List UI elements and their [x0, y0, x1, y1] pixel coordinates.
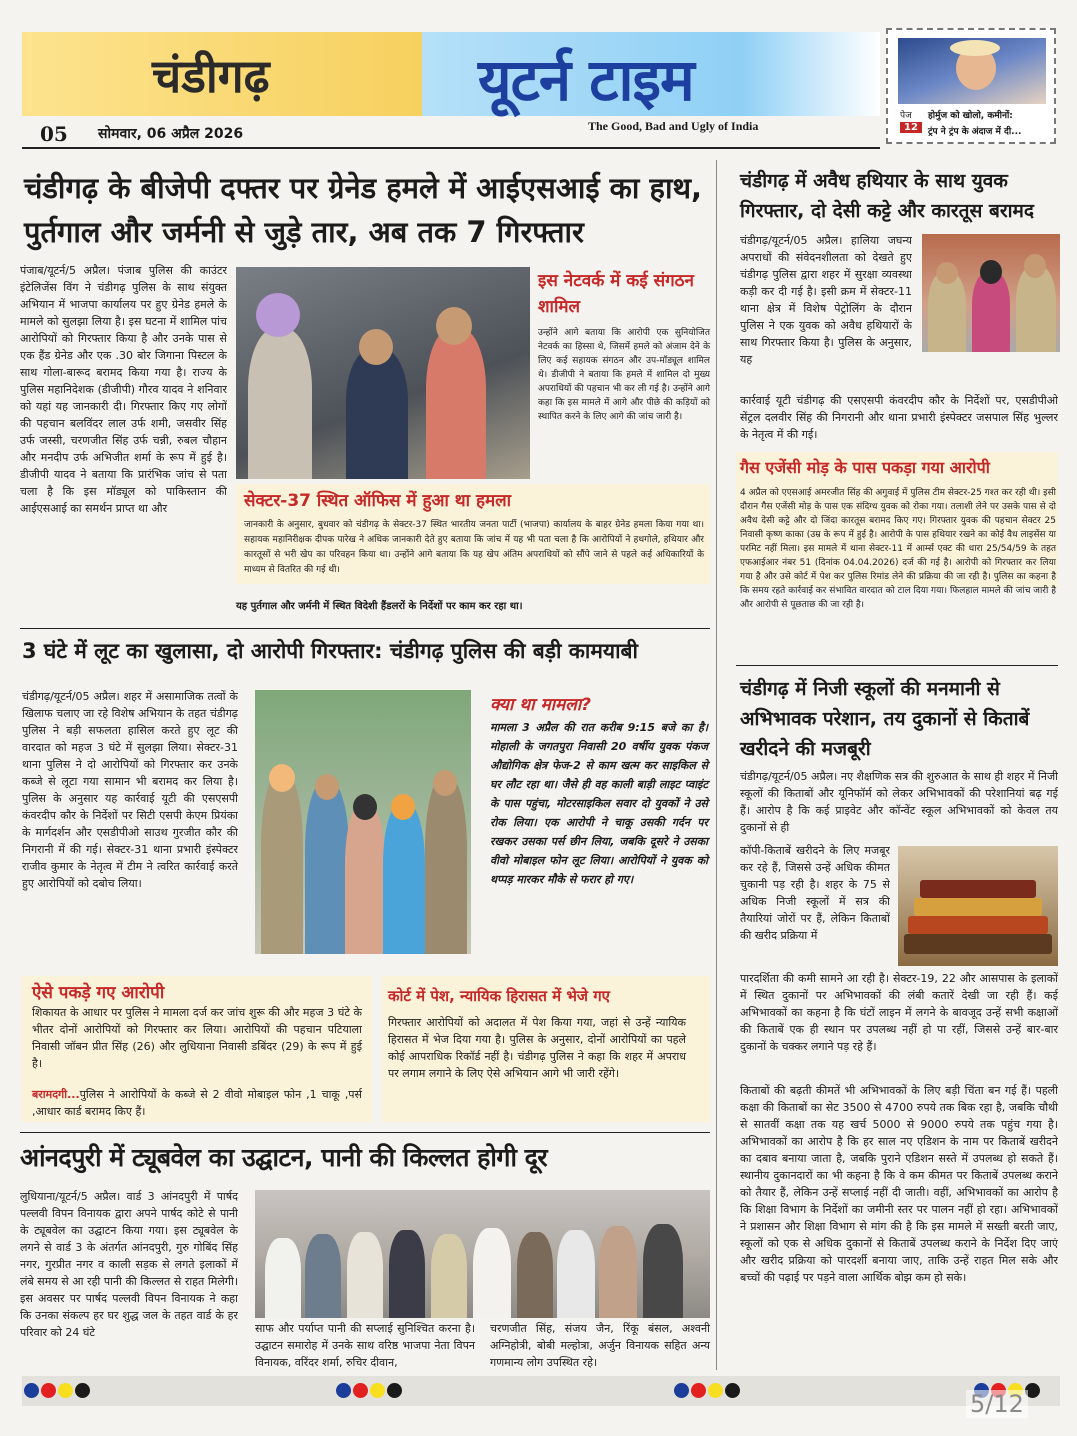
s2-box2-head: कोर्ट में पेश, न्यायिक हिरासत में भेजे गए — [388, 987, 610, 1005]
r2-body-top: चंडीगढ़/यूटर्न/05 अप्रैल। नए शैक्षणिक सत्र की शुरुआत के साथ ही शहर में निजी स्कूलों की किताबों और यूनिफॉर्म को लेकर अभिभावकों की परेशानियां बढ़ गई हैं। आरोप है कि कई प्राइवेट और कॉन्वेंट स्कूल अभिभावकों को केवल तय दुकानों से ही — [740, 770, 1058, 834]
r2-headline: चंडीगढ़ में निजी स्कूलों की मनमानी से अभिभावक परेशान, तय दुकानों से किताबें खरीदने की मजबूरी — [740, 678, 1030, 760]
s1-box-head: सेक्टर-37 स्थित ऑफिस में हुआ था हमला — [244, 491, 512, 511]
footer-bar — [22, 1376, 1060, 1406]
s1-headline: चंडीगढ़ के बीजेपी दफ्तर पर ग्रेनेड हमले में आईएसआई का हाथ, पुर्तगाल और जर्मनी से जुड़े तार, अब तक 7 गिरफ्तार — [24, 171, 703, 249]
registration-dots-3 — [674, 1383, 742, 1402]
teaser-page: 12 — [900, 122, 922, 133]
s2-headline: 3 घंटे में लूट का खुलासा, दो आरोपी गिरफ्तार: चंडीगढ़ पुलिस की बड़ी कामयाबी — [22, 639, 638, 663]
r2-body-left: कॉपी-किताबें खरीदने के लिए मजबूर कर रहे हैं, जिससे उन्हें अधिक कीमत चुकानी पड़ रही है। शहर के 75 से अधिक निजी स्कूलों में सत्र की तैयारियां जोरों पर हैं, लेकिन किताबों की खरीद प्रक्रिया में — [740, 844, 890, 942]
r1-sub-body: 4 अप्रैल को एएसआई अमरजीत सिंह की अगुवाई में पुलिस टीम सेक्टर-25 गश्त कर रही थी। इसी दौरान गैस एजेंसी मोड़ के पास एक संदिग्ध युवक को रोका गया। तलाशी लेने पर उसके पास से दो अवैध देसी कट्टे और दो जिंदा कारतूस बरामद किए गए। गिरफ्तार युवक की पहचान सेक्टर 25 निवासी कृष्ण काका (उम्र के रूप में हुई है। आरोपी के पास हथियार रखने का कोई वैध लाइसेंस या परमिट नहीं मिला। इस मामले में थाना सेक्टर-11 में आर्म्स एक्ट की धारा 25/54/59 के तहत एफआईआर नंबर 51 (दिनांक 04.04.2026) दर्ज की गई है। आरोपी को गिरफ्तार कर लिया गया है और उसे कोर्ट में पेश कर पुलिस रिमांड लेने की प्रक्रिया की जा रही है। पुलिस का कहना है कि समय रहते कार्रवाई कर संभावित वारदात को टाल दिया गया। फिलहाल मामले की जांच जारी है और आरोपी से पूछताछ की जा रही है। — [740, 488, 1056, 610]
s2-box1-head: ऐसे पकड़े गए आरोपी — [32, 983, 165, 1003]
r1-divider — [736, 665, 1058, 666]
city-name: चंडीगढ़ — [152, 49, 270, 103]
page-number: 05 — [40, 122, 68, 146]
masthead — [22, 32, 880, 116]
r1-photo — [922, 234, 1060, 352]
r2-books-photo — [898, 846, 1058, 966]
s2-photo — [255, 690, 471, 954]
s1-side-body: उन्होंने आगे बताया कि आरोपी एक सुनियोजित नेटवर्क का हिस्सा थे, जिसमें हमले को अंजाम देने के लिए कई सहायक संगठन और उप-मॉड्यूल शामिल थे। डीजीपी ने बताया कि हमले में शामिल दो मुख्य अपराधियों की पहचान भी कर ली गई है। उन्होंने आगे कहा कि इस मामले में आगे और पीछे की कड़ियों को स्थापित करने के लिए आगे की जांच जारी है। — [538, 328, 710, 422]
s1-box-body: जानकारी के अनुसार, बुधवार को चंडीगढ़ के सेक्टर-37 स्थित भारतीय जनता पार्टी (भाजपा) कार्यालय के बाहर ग्रेनेड हमला किया गया था। सहायक महानिरीक्षक दीपक पारेख ने अधिक जानकारी देते हुए बताया कि जांच में यह भी पता चला है कि आरोपियों ने हथगोले, हथियार और कारतूसों से भरी खेप का परिवहन किया था। उन्होंने आगे बताया कि यह खेप अंतिम अपराधियों को सौंपे जाने से पहले कई अधिकारियों के माध्यम से वितरित की गई थी। — [244, 520, 704, 575]
s2-box1-body: शिकायत के आधार पर पुलिस ने मामला दर्ज कर जांच शुरू की और महज 3 घंटे के भीतर दोनों आरोपियों को गिरफ्तार कर लिया। आरोपियों की पहचान पटियाला निवासी जॉबन प्रीत सिंह (26) और लुधियाना निवासी डबिंदर (29) के रूप में हुई है। — [32, 1006, 362, 1070]
column-divider — [716, 160, 717, 1370]
s2-box1-rec — [32, 1086, 362, 1120]
registration-dots-1 — [24, 1383, 92, 1402]
brand-name: यूटर्न टाइम — [478, 46, 694, 114]
s1-divider — [20, 628, 710, 629]
teaser-text-1: होर्मुज को खोलो, कमीनों: — [928, 111, 1013, 121]
s2-side-body: मामला 3 अप्रैल की रात करीब 9:15 बजे का है। मोहाली के जगतपुरा निवासी 20 वर्षीय युवक पंकज औद्योगिक क्षेत्र फेज-2 से काम खत्म कर साइकिल से घर लौट रहा था। जैसे ही वह काली बाड़ी लाइट प्वाइंट के पास पहुंचा, मोटरसाइकिल सवार दो युवकों ने उसे रोक लिया। एक आरोपी ने चाकू उसकी गर्दन पर रखकर उसका पर्स छीन लिया, जबकि दूसरे ने उसका वीवो मोबाइल फोन लूट लिया। आरोपियों ने युवक को थप्पड़ मारकर मौके से फरार हो गए। — [490, 721, 708, 886]
r1-body-full: कार्रवाई यूटी चंडीगढ़ की एसएसपी कंवरदीप कौर के निर्देशों पर, एसडीपीओ सेंट्रल दलवीर सिंह की निगरानी और थाना प्रभारी इंस्पेक्टर जसपाल सिंह भुल्लर के नेतृत्व में की गई। — [740, 394, 1058, 441]
s1-tail: यह पुर्तगाल और जर्मनी में स्थित विदेशी हैंडलरों के निर्देशों पर काम कर रहा था। — [236, 601, 523, 612]
s3-headline: आंनदपुरी में ट्यूबवेल का उद्घाटन, पानी की किल्लत होगी दूर — [20, 1143, 548, 1172]
s1-side-head: इस नेटवर्क में कई संगठन शामिल — [538, 271, 694, 317]
teaser-label: पेज — [900, 111, 912, 121]
registration-dots-2 — [336, 1383, 404, 1402]
teaser-photo — [898, 38, 1046, 104]
r1-sub-head: गैस एजेंसी मोड़ के पास पकड़ा गया आरोपी — [740, 458, 990, 477]
tagline: The Good, Bad and Ugly of India — [588, 119, 759, 133]
s2-recovery-label: बरामदगी... — [32, 1088, 80, 1101]
r1-headline: चंडीगढ़ में अवैध हथियार के साथ युवक गिरफ्तार, दो देसी कट्टे और कारतूस बरामद — [740, 170, 1034, 222]
issue-date: सोमवार, 06 अप्रैल 2026 — [98, 126, 244, 142]
s3-body: लुधियाना/यूटर्न/5 अप्रैल। वार्ड 3 आंनदपुरी में पार्षद पल्लवी विपन विनायक द्वारा अपने पार्षद कोटे से पानी के ट्यूबवेल का उद्घाटन किया गया। इस ट्यूबवेल के लगने से वार्ड 3 के अंतर्गत आंनदपुरी, गुरु गोबिंद सिंह नगर, गुरप्रीत नगर व काली सड़क से लगते इलाकों में लंबे समय से आ रही पानी की किल्लत से राहत मिलेगी। इस अवसर पर पार्षद पल्लवी विपन विनायक ने कहा कि उनका संकल्प हर घर शुद्ध जल के तहत वार्ड के हर परिवार को 24 घंटे — [20, 1190, 238, 1339]
s2-side-head: क्या था मामला? — [490, 695, 591, 715]
header-divider — [22, 147, 880, 149]
r2-body-rest: पारदर्शिता की कमी सामने आ रही है। सेक्टर-19, 22 और आसपास के इलाकों में स्थित दुकानों पर अभिभावकों की लंबी कतारें देखी जा रही हैं। कई अभिभावकों का कहना है कि घंटों लाइन में लगने के बावजूद उन्हें सभी कक्षाओं की किताबें एक ही स्थान पर उपलब्ध नहीं हो पा रहीं, जिससे उन्हें बार-बार दुकानों के चक्कर लगाने पड़ रहे हैं। — [740, 972, 1058, 1053]
s3-col3: चरणजीत सिंह, संजय जैन, रिंकू बंसल, अश्वनी अग्निहोत्री, बोबी मल्होत्रा, अर्जुन विनायक सहित अन्य गणमान्य लोग उपस्थित रहे। — [490, 1322, 710, 1369]
s3-col2: साफ और पर्याप्त पानी की सप्लाई सुनिश्चित करना है। उद्घाटन समारोह में उनके साथ वरिष्ठ भाजपा नेता विपन विनायक, वरिंदर शर्मा, रुचिर दीवान, — [255, 1322, 475, 1369]
page-indicator: 5/12 — [966, 1390, 1028, 1418]
teaser-box[interactable] — [886, 28, 1056, 144]
s2-body: चंडीगढ़/यूटर्न/05 अप्रैल। शहर में असामाजिक तत्वों के खिलाफ चलाए जा रहे विशेष अभियान के तहत चंडीगढ़ पुलिस ने बड़ी सफलता हासिल करते हुए लूट की वारदात को महज 3 घंटे में सुलझा लिया। सेक्टर-31 थाना पुलिस ने दो आरोपियों को गिरफ्तार कर उनके कब्जे से लूटा गया सामान भी बरामद कर लिया है। पुलिस के अनुसार यह कार्रवाई यूटी की एसएसपी कंवरदीप कौर के निर्देशों पर सिटी एसपी केएम प्रियंका के मार्गदर्शन और एसडीपीओ साउथ गुरजीत कौर की निगरानी में की गई। सेक्टर-31 थाना प्रभारी इंस्पेक्टर राजीव कुमार के नेतृत्व में टीम ने त्वरित कार्रवाई करते हुए आरोपियों को दबोच लिया। — [22, 690, 238, 890]
teaser-text-2: ट्रंप ने ट्रंप के अंदाज में दी... — [928, 127, 1022, 137]
s2-recovery-text: पुलिस ने आरोपियों के कब्जे से 2 वीवो मोबाइल फोन ,1 चाकू ,पर्स ,आधार कार्ड बरामद किए हैं। — [32, 1088, 362, 1118]
r1-body-top: चंडीगढ़/यूटर्न/05 अप्रैल। हालिया जघन्य अपराधों की संवेदनशीलता को देखते हुए चंडीगढ़ पुलिस द्वारा शहर में सुरक्षा व्यवस्था कड़ी कर दी गई है। इसी क्रम में सेक्टर-11 थाना क्षेत्र में विशेष पेट्रोलिंग के दौरान पुलिस ने एक युवक को अवैध हथियारों के साथ गिरफ्तार किया है। पुलिस के अनुसार, यह — [740, 234, 912, 366]
s1-photo — [236, 267, 530, 479]
s3-photo — [255, 1190, 710, 1318]
s1-body: पंजाब/यूटर्न/5 अप्रैल। पंजाब पुलिस की काउंटर इंटेलिजेंस विंग ने चंडीगढ़ पुलिस के साथ संयुक्त अभियान में भाजपा कार्यालय पर हुए ग्रेनेड हमले के मामले को सुलझा लिया है। इस घटना में शामिल पांच आरोपियों को गिरफ्तार किया है और उनके पास से एक हैंड ग्रेनेड और एक .30 बोर जिगाना पिस्टल के साथ गोला-बारूद बरामद किया गया है। राज्य के पुलिस महानिदेशक (डीजीपी) गौरव यादव ने शनिवार को यहां यह जानकारी दी। गिरफ्तार किए गए लोगों की पहचान बलविंदर लाल उर्फ शमी, जसवीर सिंह उर्फ जस्सी, चरणजीत सिंह उर्फ चन्नी, रुबल चौहान और मनदीप उर्फ अभिजीत शर्मा के रूप में हुई है। डीजीपी यादव ने बताया कि प्रारंभिक जांच से पता चला है कि इस मॉड्यूल को पाकिस्तान की आईएसआई का समर्थन प्राप्त था और — [20, 264, 227, 515]
s2-box2-body: गिरफ्तार आरोपियों को अदालत में पेश किया गया, जहां से उन्हें न्यायिक हिरासत में भेज दिया गया है। पुलिस के अनुसार, दोनों आरोपियों का पहले कोई आपराधिक रिकॉर्ड नहीं है। चंडीगढ़ पुलिस ने कहा कि शहर में अपराध पर लगाम लगाने के लिए ऐसे अभियान आगे भी जारी रहेंगे। — [388, 1016, 686, 1080]
s2-divider — [20, 1132, 710, 1133]
r2-body-p2: किताबों की बढ़ती कीमतें भी अभिभावकों के लिए बड़ी चिंता बन गई हैं। पहली कक्षा की किताबों का सेट 3500 से 4700 रुपये तक बिक रहा है, जबकि चौथी से सातवीं कक्षा तक यह खर्च 5000 से 9000 रुपये तक पहुंच गया है। अभिभावकों का आरोप है कि हर साल नए एडिशन के नाम पर किताबें खरीदने का दबाव बनाया जाता है, जबकि पुराने एडिशन सस्ते में उपलब्ध हो सकते हैं। स्थानीय दुकानदारों का भी कहना है कि वे कम कीमत पर किताबें उपलब्ध कराने को तैयार हैं, लेकिन उन्हें सप्लाई नहीं दी जाती। वहीं, अभिभावकों का आरोप है कि शिक्षा विभाग के निर्देशों का जमीनी स्तर पर पालन नहीं हो रहा। अभिभावकों ने प्रशासन और शिक्षा विभाग से मांग की है कि इस मामले में सख्ती बरती जाए, स्कूलों को एक से अधिक दुकानों से किताबें उपलब्ध कराने के निर्देश दिए जाएं और खरीद प्रक्रिया को पारदर्शी बनाया जाए, ताकि उन्हें राहत मिल सके और बच्चों की पढ़ाई पर पड़ने वाला आर्थिक बोझ कम हो सके। — [740, 1084, 1058, 1284]
